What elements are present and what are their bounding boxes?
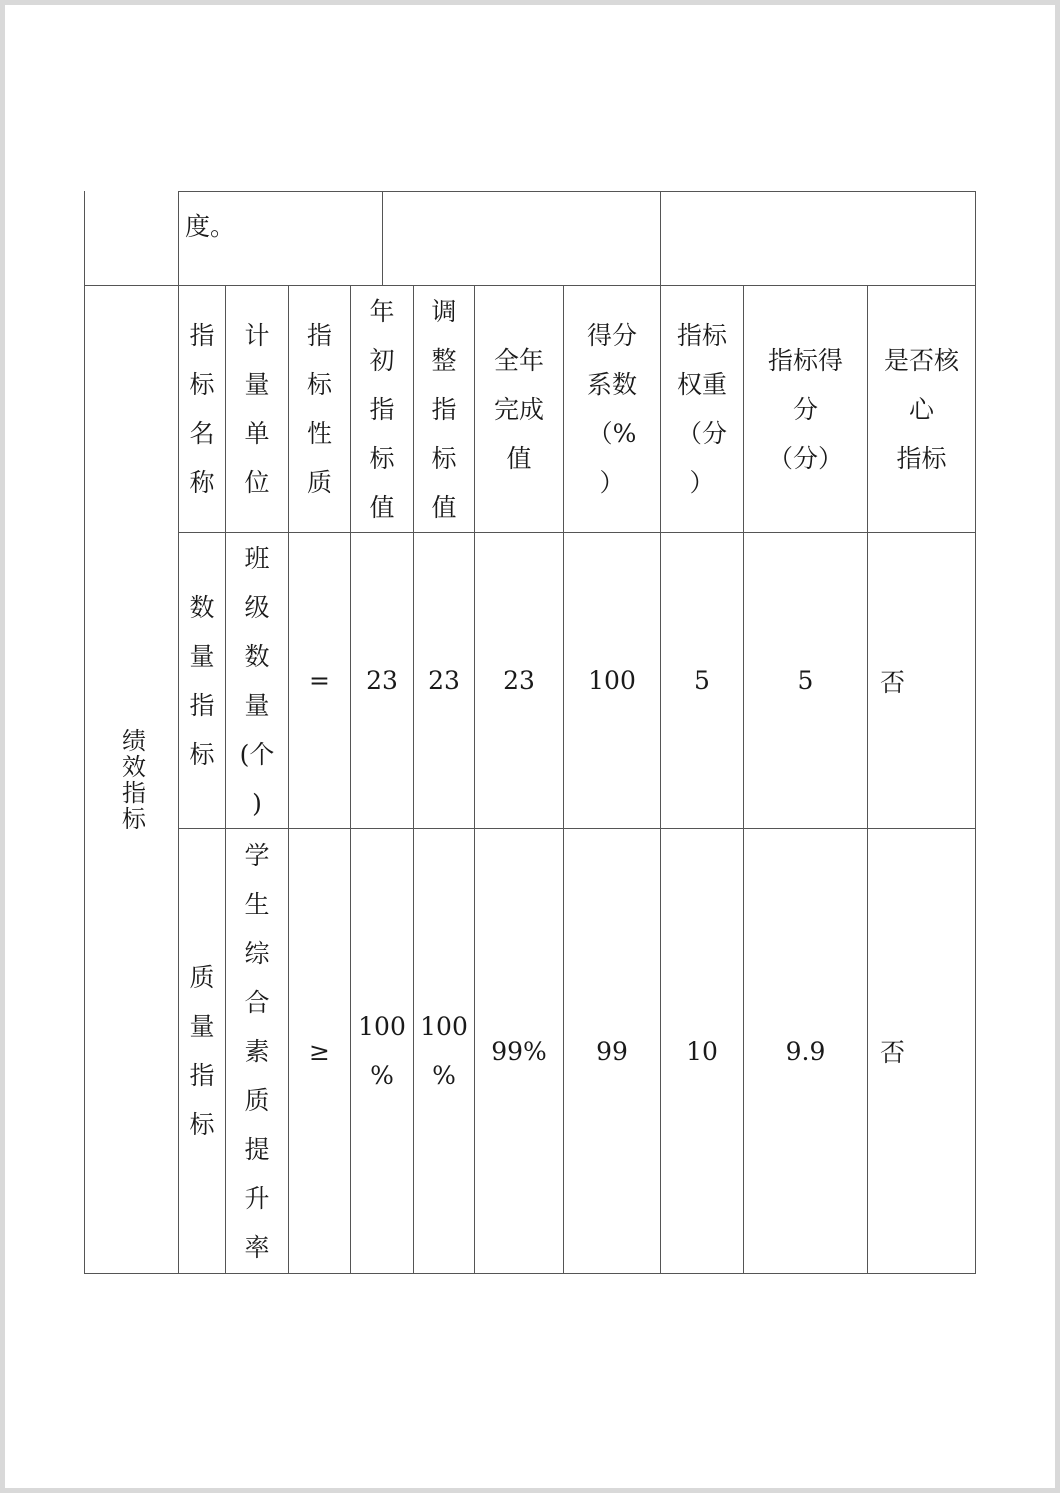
row1-annual-cell: [475, 533, 563, 828]
row2-nature-cell: [289, 829, 350, 1273]
row1-core: 否: [880, 667, 906, 697]
row2-weight: 10: [686, 1036, 718, 1066]
row1-core-cell: [868, 533, 975, 828]
table-border-bottom: [84, 1273, 976, 1274]
row2-annual: 99%: [491, 1036, 547, 1066]
header-initial: 年 初 指 标 值: [369, 296, 395, 522]
header-unit: 计 量 单 位: [244, 321, 270, 497]
row2-weight-cell: [661, 829, 743, 1273]
row2-adjusted: 100 %: [420, 1012, 468, 1090]
row2-initial: 100 %: [358, 1012, 406, 1090]
header-adjusted: 调 整 指 标 值: [431, 296, 457, 522]
section-label: 绩效指标: [117, 727, 146, 832]
row2-unit-cell: [226, 829, 288, 1273]
row1-coefficient-cell: [564, 533, 660, 828]
header-nature: 指 标 性 质: [306, 321, 332, 497]
header-cell-initial: [351, 286, 413, 532]
row2-annual-cell: [475, 829, 563, 1273]
header-cell-score: [744, 286, 867, 532]
row2-initial-cell: [351, 829, 413, 1273]
header-cell-nature: [289, 286, 350, 532]
header-cell-adjusted: [414, 286, 474, 532]
header-coefficient: 得分 系数 （% ）: [586, 321, 637, 497]
row1-unit-cell: [226, 533, 288, 828]
row1-adjusted-cell: [414, 533, 474, 828]
row2-core-cell: [868, 829, 975, 1273]
header-name: 指 标 名 称: [189, 321, 215, 497]
table-border-right: [975, 191, 976, 1274]
header-core: 是否核 心 指标: [883, 345, 959, 473]
row1-initial: 23: [366, 666, 398, 695]
header-cell-core: [868, 286, 975, 532]
grid-line: [382, 191, 383, 285]
row2-coefficient-cell: [564, 829, 660, 1273]
header-cell-name: [179, 286, 225, 532]
row2-core: 否: [880, 1038, 906, 1067]
header-cell-annual: [475, 286, 563, 532]
row1-nature: =: [309, 666, 330, 695]
row2-nature: ≥: [309, 1036, 330, 1066]
header-score: 指标得 分 （分）: [767, 345, 843, 473]
header-cell-weight: [661, 286, 743, 532]
section-label-cell: [85, 286, 178, 1273]
header-annual: 全年 完成 值: [493, 345, 544, 473]
row2-score: 9.9: [785, 1036, 826, 1066]
row2-name: 质 量 指 标: [189, 963, 215, 1139]
row2-coefficient: 99: [596, 1036, 628, 1066]
row2-name-cell: [179, 829, 225, 1273]
row1-score-cell: [744, 533, 867, 828]
row1-annual: 23: [503, 666, 535, 695]
row1-initial-cell: [351, 533, 413, 828]
row2-unit: 学 生 综 合 素 质 提 升 率: [244, 840, 270, 1262]
row1-adjusted: 23: [428, 666, 460, 695]
row1-name: 数 量 指 标: [189, 592, 215, 769]
grid-line: [178, 191, 976, 192]
row2-adjusted-cell: [414, 829, 474, 1273]
row1-unit: 班 级 数 量 (个 ): [239, 543, 275, 818]
row1-name-cell: [179, 533, 225, 828]
row1-nature-cell: [289, 533, 350, 828]
continuation-text: 度。: [185, 212, 236, 241]
row1-weight: 5: [694, 666, 710, 695]
row1-weight-cell: [661, 533, 743, 828]
header-weight: 指标 权重 （分 ）: [676, 321, 727, 497]
row2-score-cell: [744, 829, 867, 1273]
header-cell-unit: [226, 286, 288, 532]
row1-coefficient: 100: [588, 666, 636, 695]
row1-score: 5: [797, 666, 814, 695]
header-cell-coefficient: [564, 286, 660, 532]
